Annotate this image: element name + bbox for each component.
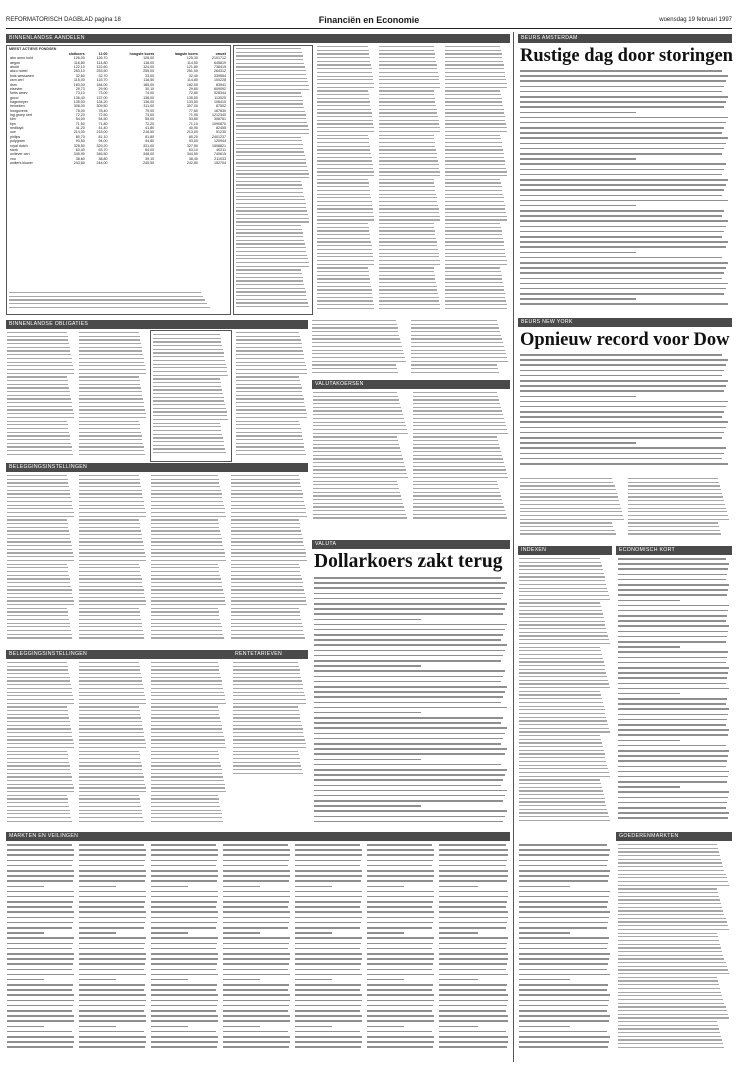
- meest-actieve-table: [9, 52, 227, 165]
- quote-value: 39,10: [145, 156, 155, 161]
- markten-column-4: [223, 844, 291, 1054]
- quote-value: 118,00: [143, 60, 155, 65]
- quote-value: 167830: [214, 108, 226, 113]
- quote-value: 124,00: [143, 65, 155, 70]
- quote-value: 78,00: [75, 108, 85, 113]
- fund-name: klm: [10, 117, 16, 122]
- obligaties-column-4: [236, 332, 308, 458]
- quote-value: 255,00: [143, 69, 155, 74]
- quote-value: 308,00: [73, 104, 85, 109]
- markten-column-1: [7, 844, 75, 1054]
- section-rentetarieven: RENTETARIEVEN: [232, 650, 308, 659]
- quote-value: 339554: [214, 73, 226, 78]
- quote-value: 80,20: [188, 134, 198, 139]
- valuta-article-body: [314, 577, 509, 827]
- quote-value: 71,80: [98, 121, 108, 126]
- quote-value: 214,00: [73, 130, 85, 135]
- rentetarieven-table: [233, 662, 307, 780]
- headline-valuta: Dollarkoers zakt terug: [314, 551, 503, 572]
- quote-value: 73,10: [75, 91, 85, 96]
- quote-value: 71,50: [75, 121, 85, 126]
- quote-value: 121,80: [186, 65, 198, 70]
- obligaties-column-1: [7, 332, 75, 458]
- quote-value: 213,00: [186, 130, 198, 135]
- quote-value: 29,60: [188, 86, 198, 91]
- headline-new-york: Opnieuw record voor Dow: [520, 330, 730, 350]
- quote-value: 32,40: [188, 73, 198, 78]
- quote-value: 55,00: [145, 117, 155, 122]
- quote-value: 242,80: [186, 160, 198, 165]
- fund-name: vnu: [10, 156, 16, 161]
- quote-value: 645819: [214, 60, 226, 65]
- fund-name: heineken: [10, 104, 25, 109]
- quote-value: 93,00: [188, 139, 198, 144]
- quote-value: 327,50: [186, 143, 198, 148]
- quote-value: 116,50: [143, 78, 155, 83]
- quote-value: 115,70: [96, 78, 108, 83]
- quote-value: 54,00: [75, 117, 85, 122]
- quote-value: 72,20: [75, 113, 85, 118]
- quote-value: 114,50: [187, 60, 198, 65]
- quote-value: 137,00: [96, 95, 108, 100]
- section-beleggingsfondsen: BELEGGINGSINSTELLINGEN: [6, 650, 308, 659]
- column-header: slotkoers: [68, 52, 85, 56]
- quote-value: 38,60: [75, 156, 85, 161]
- quote-value: 328,50: [73, 143, 85, 148]
- quote-value: 182,00: [186, 82, 198, 87]
- fund-name: bols wessanen: [10, 73, 34, 78]
- quote-value: 72,80: [188, 91, 198, 96]
- quote-value: 54,50: [98, 117, 108, 122]
- section-goederenmarkten: GOEDERENMARKTEN: [616, 832, 732, 841]
- fund-name: ing groep cert: [10, 113, 32, 118]
- masthead-section-title: Financiën en Economie: [318, 15, 420, 25]
- section-markten-en-veilingen: MARKTEN EN VEILINGEN: [6, 832, 510, 841]
- quote-value: 243,60: [73, 160, 85, 165]
- section-economisch-kort: ECONOMISCH KORT: [616, 546, 732, 555]
- meest-actieve-footnote: [9, 292, 227, 312]
- fund-name: hoogovens: [10, 108, 28, 113]
- quote-value: 253,10: [73, 69, 85, 74]
- quote-value: 738419: [214, 65, 226, 70]
- quote-value: 40,90: [188, 126, 198, 131]
- quote-value: 216,50: [143, 130, 155, 135]
- quote-value: 116,80: [74, 60, 85, 65]
- quote-value: 114,80: [187, 78, 198, 83]
- quote-value: 122,10: [73, 65, 85, 70]
- quote-value: 32,60: [75, 73, 85, 78]
- valutakoersen-left: [313, 392, 409, 524]
- quote-value: 73,00: [145, 113, 155, 118]
- meest-actieve-rows: [9, 56, 227, 165]
- quote-value: 135,50: [186, 95, 198, 100]
- quote-value: 2401237: [212, 134, 226, 139]
- fund-name: oce: [10, 130, 16, 135]
- beleggings-column-3: [151, 475, 227, 645]
- quote-value: 81,10: [98, 134, 108, 139]
- section-binnenlandse-obligaties: BINNENLANDSE OBLIGATIES: [6, 320, 308, 329]
- fund-name: wolters kluwer: [10, 160, 33, 165]
- quote-value: 528344: [214, 91, 226, 96]
- quote-value: 29,90: [98, 86, 108, 91]
- quote-value: 311,00: [143, 104, 155, 109]
- section-valuta: VALUTA: [312, 540, 510, 549]
- quote-value: 53,80: [188, 117, 198, 122]
- new-york-koersen-right: [628, 478, 730, 540]
- fund-name: unilever cert: [10, 152, 30, 157]
- quote-value: 74,00: [145, 91, 155, 96]
- quote-value: 308761: [214, 117, 226, 122]
- fund-name: dsm: [10, 82, 17, 87]
- quote-value: 264312: [214, 69, 226, 74]
- quote-value: 40211: [216, 147, 226, 152]
- valutakoersen-right: [413, 392, 509, 524]
- quote-value: 73,00: [98, 91, 108, 96]
- quote-value: 32,70: [98, 73, 108, 78]
- section-valutakoersen: VALUTAKOERSEN: [312, 380, 510, 389]
- quote-value: 1090870: [212, 121, 226, 126]
- quote-value: 138,00: [143, 95, 155, 100]
- quote-value: 71,10: [188, 121, 198, 126]
- quote-value: 1212340: [212, 113, 226, 118]
- quote-value: 120944: [214, 139, 226, 144]
- section-beurs-amsterdam: BEURS AMSTERDAM: [518, 34, 732, 43]
- quote-value: 329,20: [96, 143, 108, 148]
- quote-value: 346,50: [96, 152, 108, 157]
- meest-actieve-title: MEEST ACTIEVE FONDSEN: [9, 47, 57, 51]
- markten-column-8: [519, 844, 611, 1054]
- quote-value: 309,50: [96, 104, 108, 109]
- quote-value: 115,00: [74, 78, 85, 83]
- quote-value: 78,40: [98, 108, 108, 113]
- quote-value: 41,80: [145, 126, 155, 131]
- quote-value: 122,60: [96, 65, 108, 70]
- quote-value: 215,00: [96, 130, 108, 135]
- obligaties-top-table: [153, 334, 229, 458]
- fund-name: akzo nobel: [10, 69, 28, 74]
- obligaties-column-5: [312, 320, 407, 376]
- quote-value: 211033: [214, 156, 226, 161]
- markten-column-7: [439, 844, 509, 1054]
- fund-name: royal dutch: [10, 143, 28, 148]
- quote-value: 81,80: [145, 134, 155, 139]
- quote-value: 80,70: [75, 134, 85, 139]
- masthead-paper-page: REFORMATORISCH DAGBLAD pagina 18: [6, 17, 121, 23]
- quote-value: 125,30: [186, 56, 198, 61]
- aandelen-column-3: [317, 46, 375, 314]
- fund-name: fortis amev: [10, 91, 28, 96]
- fund-name: stork: [10, 147, 18, 152]
- new-york-article-body: [520, 354, 730, 472]
- section-indexen: INDEXEN: [518, 546, 612, 555]
- economisch-kort-body: [618, 558, 730, 826]
- fund-name: elsevier: [10, 86, 23, 91]
- fund-name: kpn: [10, 121, 16, 126]
- section-binnenlandse-aandelen: BINNENLANDSE AANDELEN: [6, 34, 510, 43]
- quote-value: 740615: [214, 152, 226, 157]
- column-header: hoogste koers: [129, 52, 155, 56]
- minder-actieve-table: [236, 48, 310, 312]
- column-header: laagste koers: [174, 52, 198, 56]
- fund-name: csm cert: [10, 78, 24, 83]
- quote-value: 244,00: [96, 160, 108, 165]
- markten-column-5: [295, 844, 363, 1054]
- beleggings-column-1: [7, 475, 75, 645]
- fondsen-column-2: [79, 662, 147, 827]
- quote-value: 307,00: [186, 104, 198, 109]
- quote-value: 136,00: [143, 99, 155, 104]
- column-divider: [513, 32, 514, 1062]
- quote-value: 609092: [214, 86, 226, 91]
- quote-value: 245,50: [143, 160, 155, 165]
- quote-value: 51230: [216, 130, 226, 135]
- quote-value: 77,60: [188, 108, 198, 113]
- markten-column-2: [79, 844, 147, 1054]
- quote-value: 79,00: [145, 108, 155, 113]
- headline-amsterdam: Rustige dag door storingen: [520, 46, 733, 66]
- quote-value: 72,50: [98, 113, 108, 118]
- quote-value: 114,80: [96, 60, 108, 65]
- quote-value: 93,50: [75, 139, 85, 144]
- quote-value: 128,00: [143, 56, 155, 61]
- indexen-table: [519, 558, 611, 828]
- table-row: [9, 161, 227, 165]
- quote-value: 41,20: [75, 126, 85, 131]
- quote-value: 344,50: [186, 152, 198, 157]
- quote-value: 2101712: [212, 56, 226, 61]
- amsterdam-article-body: [520, 70, 730, 310]
- quote-value: 63,70: [98, 147, 108, 152]
- quote-value: 38,40: [188, 156, 198, 161]
- beleggings-column-4: [231, 475, 308, 645]
- quote-value: 82455: [216, 126, 226, 131]
- quote-value: 83941: [216, 82, 226, 87]
- quote-value: 133,50: [186, 99, 198, 104]
- fund-name: ahold: [10, 65, 19, 70]
- fund-name: abn amro hold: [10, 56, 33, 61]
- section-beurs-new-york: BEURS NEW YORK: [518, 318, 732, 327]
- quote-value: 29,73: [75, 86, 85, 91]
- quote-value: 184,00: [96, 82, 108, 87]
- quote-value: 345,90: [73, 152, 85, 157]
- quote-value: 94,80: [145, 139, 155, 144]
- goederenmarkten-table: [618, 844, 730, 1054]
- fund-name: gucci: [10, 95, 19, 100]
- fund-name: polygram: [10, 139, 25, 144]
- section-beleggingsinstellingen: BELEGGINGSINSTELLINGEN: [6, 463, 308, 472]
- markten-column-3: [151, 844, 219, 1054]
- quote-value: 1508821: [212, 143, 226, 148]
- quote-value: 113025: [214, 95, 226, 100]
- fund-name: hagemeyer: [10, 99, 28, 104]
- obligaties-column-2: [79, 332, 147, 458]
- fondsen-column-1: [7, 662, 75, 827]
- quote-value: 30,10: [145, 86, 155, 91]
- fondsen-column-3: [151, 662, 227, 827]
- quote-value: 87502: [216, 104, 226, 109]
- markten-column-6: [367, 844, 435, 1054]
- fund-name: aegon: [10, 60, 20, 65]
- quote-value: 136,40: [73, 95, 85, 100]
- aandelen-column-5: [445, 46, 508, 314]
- fund-name: nedlloyd: [10, 126, 24, 131]
- quote-value: 63,40: [75, 147, 85, 152]
- quote-value: 152704: [214, 160, 226, 165]
- masthead: [6, 14, 732, 29]
- quote-value: 33,00: [145, 73, 155, 78]
- quote-value: 38,80: [98, 156, 108, 161]
- quote-value: 72,20: [145, 121, 155, 126]
- beleggings-column-2: [79, 475, 147, 645]
- obligaties-column-6: [411, 320, 509, 376]
- quote-value: 183,00: [73, 82, 85, 87]
- quote-value: 41,40: [98, 126, 108, 131]
- quote-value: 348,00: [143, 152, 155, 157]
- quote-value: 106410: [214, 99, 226, 104]
- aandelen-column-4: [379, 46, 441, 314]
- quote-value: 64,00: [145, 147, 155, 152]
- new-york-koersen-left: [520, 478, 625, 540]
- quote-value: 63,10: [188, 147, 198, 152]
- column-header: 11:00: [98, 52, 108, 56]
- quote-value: 134,20: [96, 99, 108, 104]
- column-header: omzet: [215, 52, 226, 56]
- quote-value: 71,90: [188, 113, 198, 118]
- quote-value: 253,50: [96, 69, 108, 74]
- quote-value: 135,00: [73, 99, 85, 104]
- quote-value: 331,00: [143, 143, 155, 148]
- quote-value: 94,00: [98, 139, 108, 144]
- quote-value: 126,70: [96, 56, 108, 61]
- quote-value: 126,00: [73, 56, 85, 61]
- quote-value: 100228: [214, 78, 226, 83]
- quote-value: 185,00: [143, 82, 155, 87]
- quote-value: 251,00: [186, 69, 198, 74]
- masthead-date: woensdag 19 februari 1997: [659, 17, 732, 23]
- fund-name: philips: [10, 134, 21, 139]
